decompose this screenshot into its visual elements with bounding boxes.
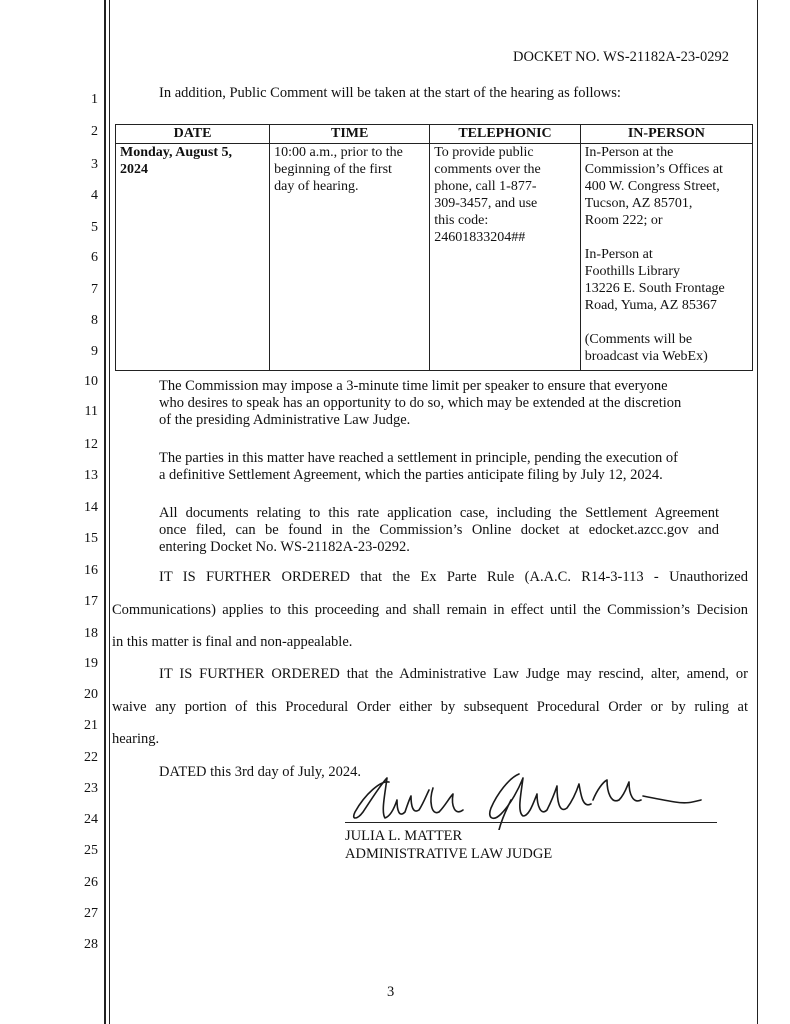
- rescind-line-1: IT IS FURTHER ORDERED that the Administrative Law Judge may rescind, alter, amend, or: [159, 666, 748, 682]
- line-number: 24: [84, 812, 98, 827]
- paragraph-line: once filed, can be found in the Commission’s Online docket at edocket.azcc.gov and: [159, 522, 719, 538]
- cell-in-person: [580, 144, 752, 371]
- line-number: 27: [84, 906, 98, 921]
- in-person-line: 400 W. Congress Street,: [584, 179, 720, 194]
- table-row: [116, 144, 753, 371]
- line-number: 23: [84, 781, 98, 796]
- line-number: 28: [84, 937, 98, 952]
- ex-parte-line-1: IT IS FURTHER ORDERED that the Ex Parte Rule (A.A.C. R14-3-113 - Unauthorized: [159, 569, 748, 585]
- telephonic-line: comments over the: [434, 162, 541, 177]
- line-number: 14: [84, 500, 98, 515]
- in-person-line: Room 222; or: [584, 213, 663, 228]
- column-header-telephonic: TELEPHONIC: [430, 125, 581, 144]
- time-line: beginning of the first: [274, 162, 392, 177]
- column-header-time: TIME: [270, 125, 430, 144]
- paragraph-line: The parties in this matter have reached a settlement in principle, pending the execution of: [159, 450, 678, 466]
- line-number: 20: [84, 687, 98, 702]
- telephonic-line: phone, call 1-877-: [434, 179, 537, 194]
- line-number: 21: [84, 718, 98, 733]
- signer-title: ADMINISTRATIVE LAW JUDGE: [345, 846, 553, 862]
- line-number: 2: [91, 124, 98, 139]
- cell-date: [116, 144, 270, 371]
- time-line: day of hearing.: [274, 179, 359, 194]
- signer-name: JULIA L. MATTER: [345, 828, 463, 844]
- line-number: 1: [91, 92, 98, 107]
- line-number: 9: [91, 344, 98, 359]
- line-number: 22: [84, 750, 98, 765]
- right-margin-rule: [757, 0, 758, 1024]
- line-number: 17: [84, 594, 98, 609]
- in-person-line: Commission’s Offices at: [584, 162, 723, 177]
- dated-line: DATED this 3rd day of July, 2024.: [159, 764, 362, 780]
- rescind-line-3: hearing.: [112, 731, 160, 747]
- telephonic-line: To provide public: [434, 145, 534, 160]
- table-header-row: [116, 125, 753, 144]
- date-line: Monday, August 5,: [120, 145, 233, 160]
- cell-telephonic: [430, 144, 581, 371]
- date-line: 2024: [120, 162, 148, 177]
- in-person-line: Foothills Library: [584, 264, 681, 279]
- in-person-line: In-Person at the: [584, 145, 674, 160]
- line-number: 10: [84, 374, 98, 389]
- line-number: 16: [84, 563, 98, 578]
- paragraph-line: of the presiding Administrative Law Judge.: [159, 412, 411, 428]
- line-number: 13: [84, 468, 98, 483]
- page-number: 3: [387, 984, 395, 1000]
- in-person-line: (Comments will be: [584, 332, 693, 347]
- paragraph-line: entering Docket No. WS-21182A-23-0292.: [159, 539, 410, 555]
- hearing-table: [115, 124, 753, 371]
- line-number: 6: [91, 250, 98, 265]
- in-person-line: In-Person at: [584, 247, 653, 262]
- in-person-line: 13226 E. South Frontage: [584, 281, 725, 296]
- column-header-date: DATE: [116, 125, 270, 144]
- in-person-line: Road, Yuma, AZ 85367: [584, 298, 717, 313]
- intro-text: In addition, Public Comment will be taken at the start of the hearing as follows:: [159, 85, 621, 101]
- line-number: 26: [84, 875, 98, 890]
- line-number: 15: [84, 531, 98, 546]
- line-number: 5: [91, 220, 98, 235]
- line-number: 18: [84, 626, 98, 641]
- paragraph-line: a definitive Settlement Agreement, which the parties anticipate filing by July 12, 2024.: [159, 467, 663, 483]
- telephonic-line: this code:: [434, 213, 489, 228]
- paragraph-line: All documents relating to this rate application case, including the Settlement Agreement: [159, 505, 719, 521]
- line-number: 8: [91, 313, 98, 328]
- telephonic-code: 24601833204##: [434, 230, 526, 245]
- rescind-line-2: waive any portion of this Procedural Order either by subsequent Procedural Order or by ruling at: [112, 699, 748, 715]
- in-person-line: Tucson, AZ 85701,: [584, 196, 693, 211]
- time-line: 10:00 a.m., prior to the: [274, 145, 403, 160]
- line-number: 11: [84, 404, 98, 419]
- line-number: 4: [91, 188, 98, 203]
- left-margin-rule-inner: [109, 0, 110, 1024]
- ex-parte-line-2: Communications) applies to this proceeding and shall remain in effect until the Commission’s Decision: [112, 602, 748, 618]
- line-number: 3: [91, 157, 98, 172]
- cell-time: [270, 144, 430, 371]
- telephonic-line: 309-3457, and use: [434, 196, 538, 211]
- line-number: 12: [84, 437, 98, 452]
- line-number: 7: [91, 282, 98, 297]
- line-number: 25: [84, 843, 98, 858]
- documents-paragraph: [159, 505, 719, 556]
- signature-line: [345, 822, 717, 823]
- paragraph-line: The Commission may impose a 3-minute time limit per speaker to ensure that everyone: [159, 378, 668, 394]
- settlement-paragraph: [159, 450, 719, 484]
- column-header-in-person: IN-PERSON: [580, 125, 752, 144]
- handwritten-signature: [341, 760, 726, 830]
- paragraph-line: who desires to speak has an opportunity to do so, which may be extended at the discretion: [159, 395, 682, 411]
- ex-parte-line-3: in this matter is final and non-appealable.: [112, 634, 353, 650]
- in-person-line: broadcast via WebEx): [584, 349, 708, 364]
- docket-number: DOCKET NO. WS-21182A-23-0292: [513, 49, 730, 65]
- left-margin-rule: [104, 0, 106, 1024]
- time-limit-paragraph: [159, 378, 719, 429]
- line-number: 19: [84, 656, 98, 671]
